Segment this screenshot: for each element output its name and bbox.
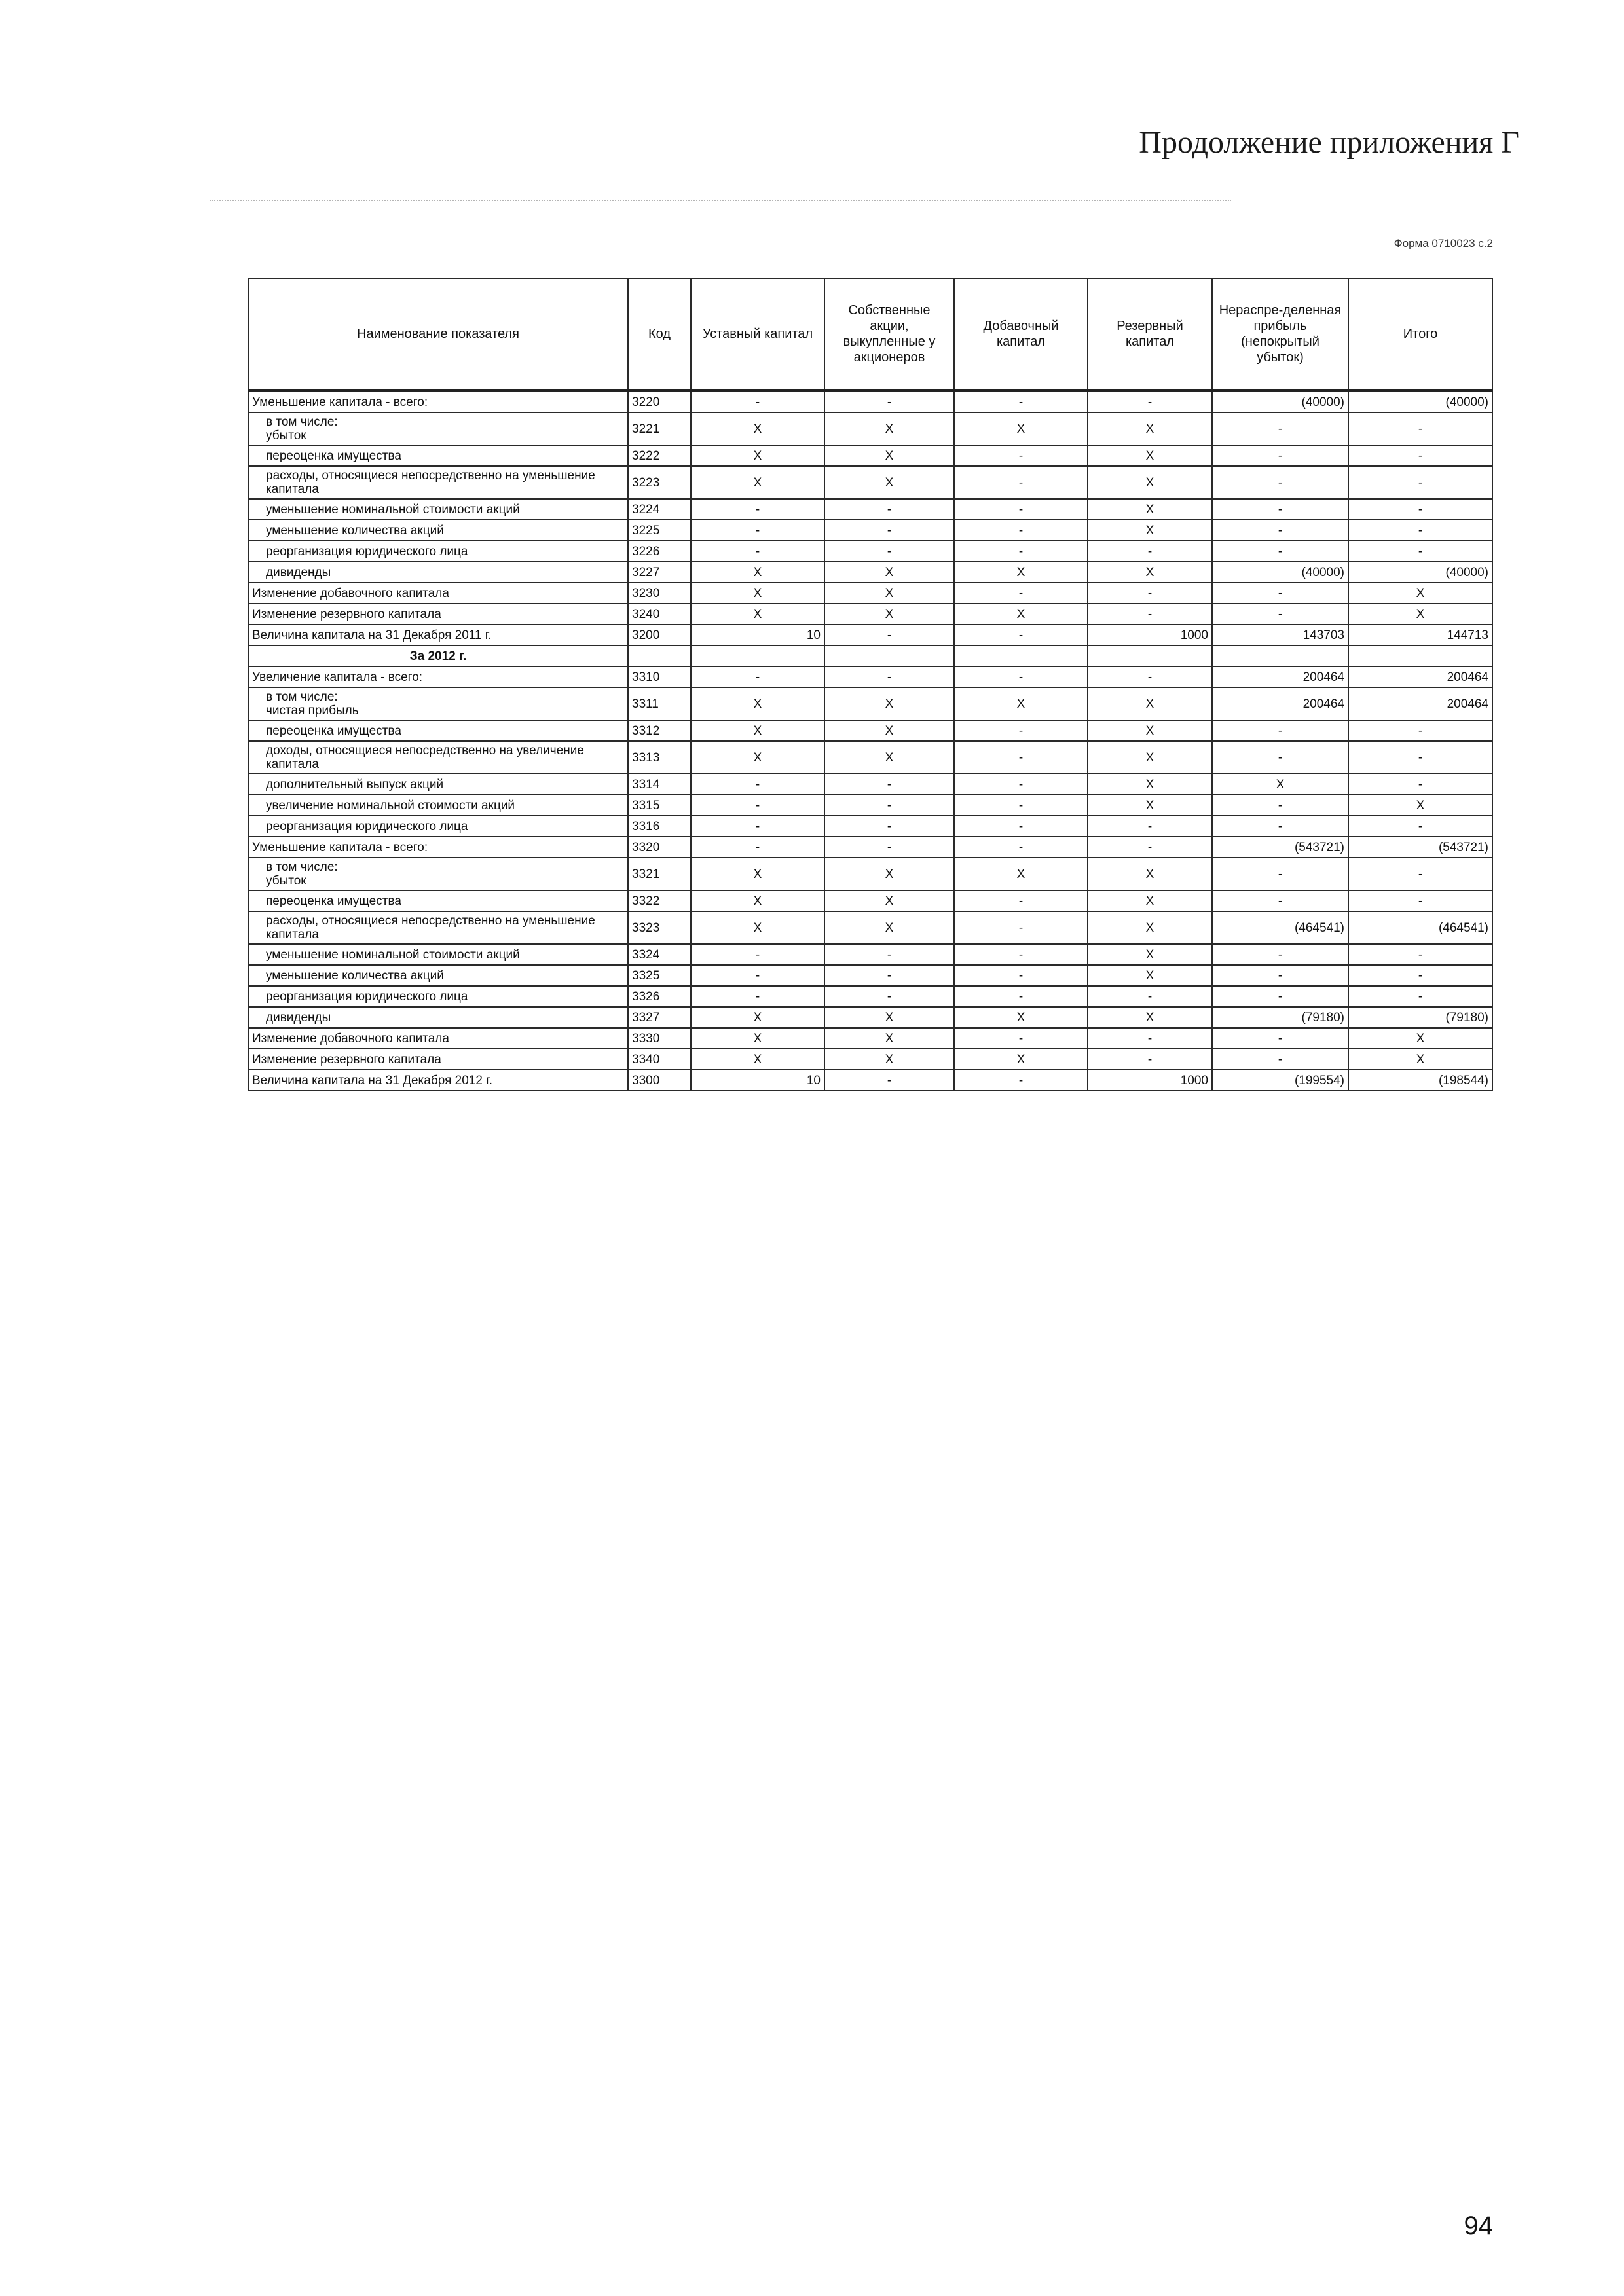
row-value-cell: - [824,795,954,816]
row-code-cell: 3313 [628,741,691,774]
row-name-cell: дивиденды [248,1007,628,1028]
row-value-cell: - [1212,858,1348,890]
row-value-cell: - [954,666,1088,687]
row-name-cell: уменьшение количества акций [248,965,628,986]
row-value-cell: - [1212,499,1348,520]
row-value-cell: - [1348,774,1492,795]
row-value-cell: X [824,562,954,583]
table-row [248,1028,1492,1049]
page-number: 94 [1464,2212,1493,2240]
row-value-cell: - [824,520,954,541]
row-code-cell [628,646,691,666]
row-value-cell: - [1088,604,1212,625]
row-value-cell [824,646,954,666]
row-value-cell: - [824,1070,954,1091]
table-row [248,911,1492,944]
row-value-cell: - [1348,466,1492,499]
row-value-cell: X [1348,1028,1492,1049]
row-value-cell: - [1212,741,1348,774]
row-code-cell: 3323 [628,911,691,944]
page-heading: Продолжение приложения Г [1139,125,1519,160]
row-name-cell: в том числе: убыток [248,858,628,890]
row-value-cell: - [954,795,1088,816]
row-code-cell: 3221 [628,412,691,445]
row-value-cell: X [691,1007,824,1028]
row-value-cell: - [691,795,824,816]
row-value-cell: - [691,520,824,541]
row-value-cell: - [691,541,824,562]
row-code-cell: 3325 [628,965,691,986]
row-value-cell: X [824,583,954,604]
row-value-cell: - [954,837,1088,858]
row-value-cell: - [691,391,824,413]
row-name-cell: в том числе: убыток [248,412,628,445]
row-value-cell: - [1348,965,1492,986]
row-value-cell: - [954,1028,1088,1049]
row-value-cell: - [1348,499,1492,520]
row-value-cell: X [824,1028,954,1049]
row-value-cell: X [1088,890,1212,911]
row-value-cell: - [691,837,824,858]
row-value-cell: X [1088,562,1212,583]
row-value-cell: X [1088,720,1212,741]
row-code-cell: 3300 [628,1070,691,1091]
table-row [248,720,1492,741]
row-value-cell: X [691,1049,824,1070]
row-name-cell: За 2012 г. [248,646,628,666]
table-row [248,944,1492,965]
table-row [248,499,1492,520]
row-value-cell: - [824,774,954,795]
row-value-cell: - [1212,795,1348,816]
row-value-cell: - [691,774,824,795]
row-value-cell: 10 [691,1070,824,1091]
row-value-cell: (199554) [1212,1070,1348,1091]
table-row [248,562,1492,583]
table-row [248,1049,1492,1070]
row-value-cell: X [1348,604,1492,625]
row-value-cell: X [1088,499,1212,520]
row-name-cell: расходы, относящиеся непосредственно на уменьшение капитала [248,466,628,499]
row-value-cell: (198544) [1348,1070,1492,1091]
row-value-cell: (40000) [1212,391,1348,413]
row-value-cell: - [1212,583,1348,604]
row-value-cell: - [1212,965,1348,986]
row-value-cell: X [1088,412,1212,445]
row-name-cell: дополнительный выпуск акций [248,774,628,795]
header-indicator-name: Наименование показателя [248,278,628,391]
row-value-cell: - [1348,816,1492,837]
row-value-cell: - [1088,986,1212,1007]
form-code: Форма 0710023 с.2 [1393,237,1493,249]
row-name-cell: увеличение номинальной стоимости акций [248,795,628,816]
row-value-cell: X [1088,445,1212,466]
row-value-cell: X [1088,795,1212,816]
row-value-cell: - [954,1070,1088,1091]
row-value-cell: X [691,687,824,720]
row-value-cell: (464541) [1212,911,1348,944]
row-value-cell: X [1088,520,1212,541]
row-value-cell: - [1088,666,1212,687]
header-authorized-capital: Уставный капитал [691,278,824,391]
row-name-cell: Изменение резервного капитала [248,604,628,625]
row-name-cell: в том числе: чистая прибыль [248,687,628,720]
row-code-cell: 3310 [628,666,691,687]
row-name-cell: Величина капитала на 31 Декабря 2011 г. [248,625,628,646]
row-code-cell: 3312 [628,720,691,741]
row-value-cell: - [1212,944,1348,965]
table-row [248,625,1492,646]
row-value-cell: - [824,499,954,520]
row-value-cell: X [691,890,824,911]
row-value-cell: X [691,562,824,583]
row-value-cell: X [691,583,824,604]
row-value-cell: X [954,858,1088,890]
row-value-cell: - [824,837,954,858]
row-code-cell: 3340 [628,1049,691,1070]
table-row [248,816,1492,837]
row-value-cell: - [954,741,1088,774]
table-header-row [248,278,1492,391]
table-row [248,890,1492,911]
row-value-cell: X [1088,965,1212,986]
row-value-cell: (40000) [1348,391,1492,413]
row-value-cell: - [1348,412,1492,445]
row-value-cell: X [824,720,954,741]
section-row [248,646,1492,666]
row-value-cell [954,646,1088,666]
row-value-cell: 200464 [1212,687,1348,720]
table-row [248,520,1492,541]
row-value-cell: - [1212,986,1348,1007]
row-name-cell: Величина капитала на 31 Декабря 2012 г. [248,1070,628,1091]
row-value-cell: - [1348,944,1492,965]
row-value-cell: (79180) [1348,1007,1492,1028]
row-value-cell: X [691,741,824,774]
row-value-cell: - [1348,541,1492,562]
row-value-cell: - [954,520,1088,541]
row-value-cell: X [824,741,954,774]
row-value-cell: X [954,687,1088,720]
row-value-cell: - [691,986,824,1007]
row-value-cell: - [954,583,1088,604]
row-name-cell: переоценка имущества [248,720,628,741]
row-value-cell: X [824,911,954,944]
row-value-cell [1348,646,1492,666]
row-value-cell: - [1212,890,1348,911]
header-treasury-shares: Собственные акции, выкупленные у акционеров [824,278,954,391]
row-value-cell: X [691,412,824,445]
row-value-cell: X [954,604,1088,625]
row-name-cell: уменьшение номинальной стоимости акций [248,944,628,965]
table-row [248,604,1492,625]
capital-changes-table [248,278,1493,1091]
row-value-cell: X [1348,1049,1492,1070]
row-name-cell: реорганизация юридического лица [248,816,628,837]
row-value-cell: X [1088,944,1212,965]
row-value-cell: 1000 [1088,1070,1212,1091]
row-value-cell: - [1212,466,1348,499]
row-name-cell: уменьшение номинальной стоимости акций [248,499,628,520]
row-value-cell: X [1348,795,1492,816]
row-value-cell: - [1212,445,1348,466]
dotted-separator [210,200,1231,201]
row-value-cell: X [954,562,1088,583]
row-value-cell: - [1348,720,1492,741]
row-value-cell: - [1348,986,1492,1007]
row-value-cell: X [691,720,824,741]
row-value-cell: - [1212,604,1348,625]
table-row [248,858,1492,890]
header-retained-earnings: Нераспре-деленная прибыль (непокрытый убыток) [1212,278,1348,391]
row-code-cell: 3230 [628,583,691,604]
row-value-cell: - [1212,520,1348,541]
row-value-cell: X [1212,774,1348,795]
table-row [248,666,1492,687]
row-value-cell: - [954,541,1088,562]
row-value-cell: X [691,466,824,499]
row-value-cell: - [954,911,1088,944]
row-value-cell: (79180) [1212,1007,1348,1028]
row-value-cell: X [1348,583,1492,604]
row-value-cell: X [691,1028,824,1049]
row-value-cell: X [824,890,954,911]
row-value-cell: - [1348,858,1492,890]
row-value-cell [691,646,824,666]
row-name-cell: Уменьшение капитала - всего: [248,837,628,858]
table-row [248,774,1492,795]
row-value-cell: X [954,1049,1088,1070]
row-value-cell [1088,646,1212,666]
row-code-cell: 3222 [628,445,691,466]
row-name-cell: уменьшение количества акций [248,520,628,541]
row-value-cell: - [1212,1049,1348,1070]
row-value-cell: - [1212,720,1348,741]
row-code-cell: 3226 [628,541,691,562]
row-code-cell: 3225 [628,520,691,541]
row-value-cell: - [1088,837,1212,858]
row-name-cell: расходы, относящиеся непосредственно на уменьшение капитала [248,911,628,944]
row-code-cell: 3311 [628,687,691,720]
row-value-cell: 1000 [1088,625,1212,646]
row-value-cell: - [824,625,954,646]
row-value-cell: X [1088,466,1212,499]
row-value-cell: - [954,986,1088,1007]
row-value-cell: X [1088,687,1212,720]
row-value-cell: 10 [691,625,824,646]
row-value-cell: - [954,445,1088,466]
table-row [248,837,1492,858]
row-value-cell: - [954,720,1088,741]
row-value-cell: (464541) [1348,911,1492,944]
row-value-cell: - [1212,1028,1348,1049]
table-row [248,741,1492,774]
row-value-cell: - [824,965,954,986]
row-value-cell: - [954,816,1088,837]
row-value-cell: - [1212,816,1348,837]
row-name-cell: Изменение добавочного капитала [248,583,628,604]
row-value-cell: - [1088,1028,1212,1049]
row-value-cell: X [824,1007,954,1028]
row-code-cell: 3330 [628,1028,691,1049]
row-value-cell: - [1088,1049,1212,1070]
row-value-cell: X [824,466,954,499]
row-value-cell: - [954,774,1088,795]
row-value-cell: (543721) [1212,837,1348,858]
row-value-cell: X [824,604,954,625]
row-value-cell: X [1088,1007,1212,1028]
row-value-cell: X [1088,741,1212,774]
row-name-cell: реорганизация юридического лица [248,541,628,562]
row-value-cell: 143703 [1212,625,1348,646]
row-value-cell: X [824,1049,954,1070]
row-value-cell: (40000) [1212,562,1348,583]
row-value-cell: - [954,499,1088,520]
row-code-cell: 3314 [628,774,691,795]
row-code-cell: 3327 [628,1007,691,1028]
row-name-cell: переоценка имущества [248,890,628,911]
header-reserve-capital: Резервный капитал [1088,278,1212,391]
table-row [248,986,1492,1007]
row-code-cell: 3200 [628,625,691,646]
row-value-cell: - [954,625,1088,646]
row-value-cell: - [954,965,1088,986]
row-value-cell: X [824,412,954,445]
table-row [248,466,1492,499]
row-value-cell: - [691,499,824,520]
row-value-cell: - [691,666,824,687]
row-value-cell: - [1212,412,1348,445]
row-value-cell: - [1088,583,1212,604]
row-value-cell: - [1088,391,1212,413]
row-value-cell: 200464 [1212,666,1348,687]
row-value-cell: X [954,1007,1088,1028]
row-value-cell: - [824,944,954,965]
row-name-cell: Изменение добавочного капитала [248,1028,628,1049]
row-value-cell: - [1348,520,1492,541]
row-value-cell: 200464 [1348,666,1492,687]
row-name-cell: доходы, относящиеся непосредственно на увеличение капитала [248,741,628,774]
table-row [248,965,1492,986]
row-name-cell: Увеличение капитала - всего: [248,666,628,687]
row-name-cell: дивиденды [248,562,628,583]
row-code-cell: 3220 [628,391,691,413]
row-value-cell: - [1088,541,1212,562]
row-value-cell: 144713 [1348,625,1492,646]
row-value-cell: - [1212,541,1348,562]
row-value-cell: - [1348,741,1492,774]
table-row [248,391,1492,413]
table-row [248,687,1492,720]
row-value-cell: X [691,445,824,466]
row-code-cell: 3321 [628,858,691,890]
row-value-cell: - [824,986,954,1007]
row-code-cell: 3227 [628,562,691,583]
row-value-cell: - [1088,816,1212,837]
row-value-cell: X [954,412,1088,445]
row-value-cell: X [691,604,824,625]
row-code-cell: 3223 [628,466,691,499]
row-value-cell: - [824,391,954,413]
row-code-cell: 3324 [628,944,691,965]
row-value-cell: - [1348,890,1492,911]
row-value-cell: - [691,816,824,837]
row-value-cell: - [824,541,954,562]
row-value-cell: - [954,391,1088,413]
row-code-cell: 3224 [628,499,691,520]
row-code-cell: 3320 [628,837,691,858]
header-code: Код [628,278,691,391]
row-code-cell: 3322 [628,890,691,911]
row-value-cell: (543721) [1348,837,1492,858]
table-row [248,583,1492,604]
row-value-cell: X [1088,911,1212,944]
row-value-cell: (40000) [1348,562,1492,583]
row-value-cell: - [954,466,1088,499]
table-row [248,445,1492,466]
table-row [248,795,1492,816]
row-value-cell: - [824,816,954,837]
row-code-cell: 3240 [628,604,691,625]
row-name-cell: переоценка имущества [248,445,628,466]
row-value-cell: X [824,687,954,720]
row-code-cell: 3326 [628,986,691,1007]
row-value-cell: X [1088,774,1212,795]
table-row [248,1070,1492,1091]
header-additional-capital: Добавочный капитал [954,278,1088,391]
row-name-cell: Изменение резервного капитала [248,1049,628,1070]
row-value-cell: - [1348,445,1492,466]
row-name-cell: реорганизация юридического лица [248,986,628,1007]
row-value-cell: X [1088,858,1212,890]
row-name-cell: Уменьшение капитала - всего: [248,391,628,413]
row-code-cell: 3315 [628,795,691,816]
row-value-cell: - [954,944,1088,965]
row-value-cell: X [824,445,954,466]
row-value-cell: X [691,911,824,944]
table-row [248,412,1492,445]
row-code-cell: 3316 [628,816,691,837]
row-value-cell: - [954,890,1088,911]
row-value-cell: - [691,944,824,965]
row-value-cell: X [824,858,954,890]
row-value-cell [1212,646,1348,666]
row-value-cell: 200464 [1348,687,1492,720]
table-row [248,1007,1492,1028]
table-row [248,541,1492,562]
row-value-cell: - [691,965,824,986]
row-value-cell: X [691,858,824,890]
header-total: Итого [1348,278,1492,391]
row-value-cell: - [824,666,954,687]
